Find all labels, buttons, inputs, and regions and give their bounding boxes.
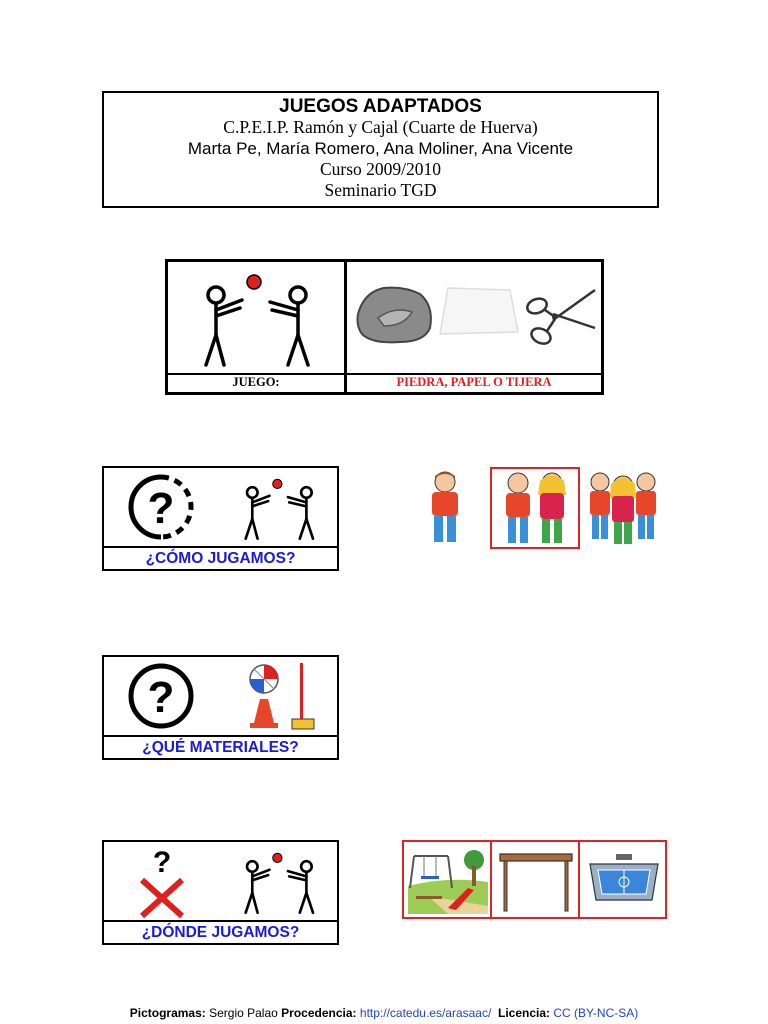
authors: Marta Pe, María Romero, Ana Moliner, Ana Vicente	[187, 139, 574, 158]
card-que-materiales	[102, 655, 339, 760]
procedencia-label: Procedencia:	[281, 1006, 357, 1020]
table-icon	[498, 850, 574, 912]
game-box	[165, 259, 604, 395]
procedencia-link[interactable]: http://catedu.es/arasaac/	[359, 1006, 492, 1020]
licencia-link[interactable]: CC (BY-NC-SA)	[553, 1006, 639, 1020]
pictogramas-value: Sergio Palao	[209, 1006, 278, 1020]
table-option[interactable]	[490, 840, 580, 919]
card-como-jugamos	[102, 466, 339, 571]
question-icon	[126, 661, 196, 731]
footer	[0, 1006, 768, 1020]
seminar: Seminario TGD	[324, 180, 437, 200]
playground-icon	[408, 846, 488, 914]
one-person-icon	[422, 470, 468, 546]
svg-text:?: ?	[147, 673, 175, 722]
playground-option[interactable]	[402, 840, 492, 919]
materials-icon	[246, 659, 320, 733]
card-label: ¿DÓNDE JUGAMOS?	[141, 924, 300, 941]
paper-icon	[438, 286, 520, 336]
two-people-ball-icon	[240, 476, 320, 542]
card-label: ¿QUÉ MATERIALES?	[142, 739, 299, 756]
question-dashed-icon	[126, 472, 196, 542]
card-donde-jugamos	[102, 840, 339, 945]
game-label: JUEGO:	[232, 375, 280, 389]
page-title: JUEGOS ADAPTADOS	[279, 96, 482, 117]
people-options	[412, 466, 662, 550]
rock-icon	[354, 284, 436, 346]
card-label: ¿CÓMO JUGAMOS?	[145, 550, 296, 567]
course: Curso 2009/2010	[319, 159, 442, 179]
school-name: C.P.E.I.P. Ramón y Cajal (Cuarte de Huerva)	[223, 117, 538, 137]
question-cross-icon	[130, 846, 190, 918]
two-people-ball-icon	[240, 850, 320, 916]
scissors-icon	[523, 284, 598, 350]
licencia-label: Licencia:	[497, 1006, 551, 1020]
place-options	[402, 840, 667, 919]
two-people-option[interactable]	[490, 467, 580, 549]
two-people-icon	[500, 471, 572, 547]
svg-text:?: ?	[147, 484, 175, 533]
gym-option[interactable]	[578, 840, 667, 919]
header-box	[102, 91, 659, 208]
sports-court-icon	[586, 852, 662, 908]
pictogramas-label: Pictogramas:	[129, 1006, 206, 1020]
svg-text:?: ?	[152, 846, 172, 879]
group-people-icon	[586, 468, 660, 546]
two-people-ball-icon	[198, 270, 318, 370]
game-name: PIEDRA, PAPEL O TIJERA	[396, 375, 552, 389]
